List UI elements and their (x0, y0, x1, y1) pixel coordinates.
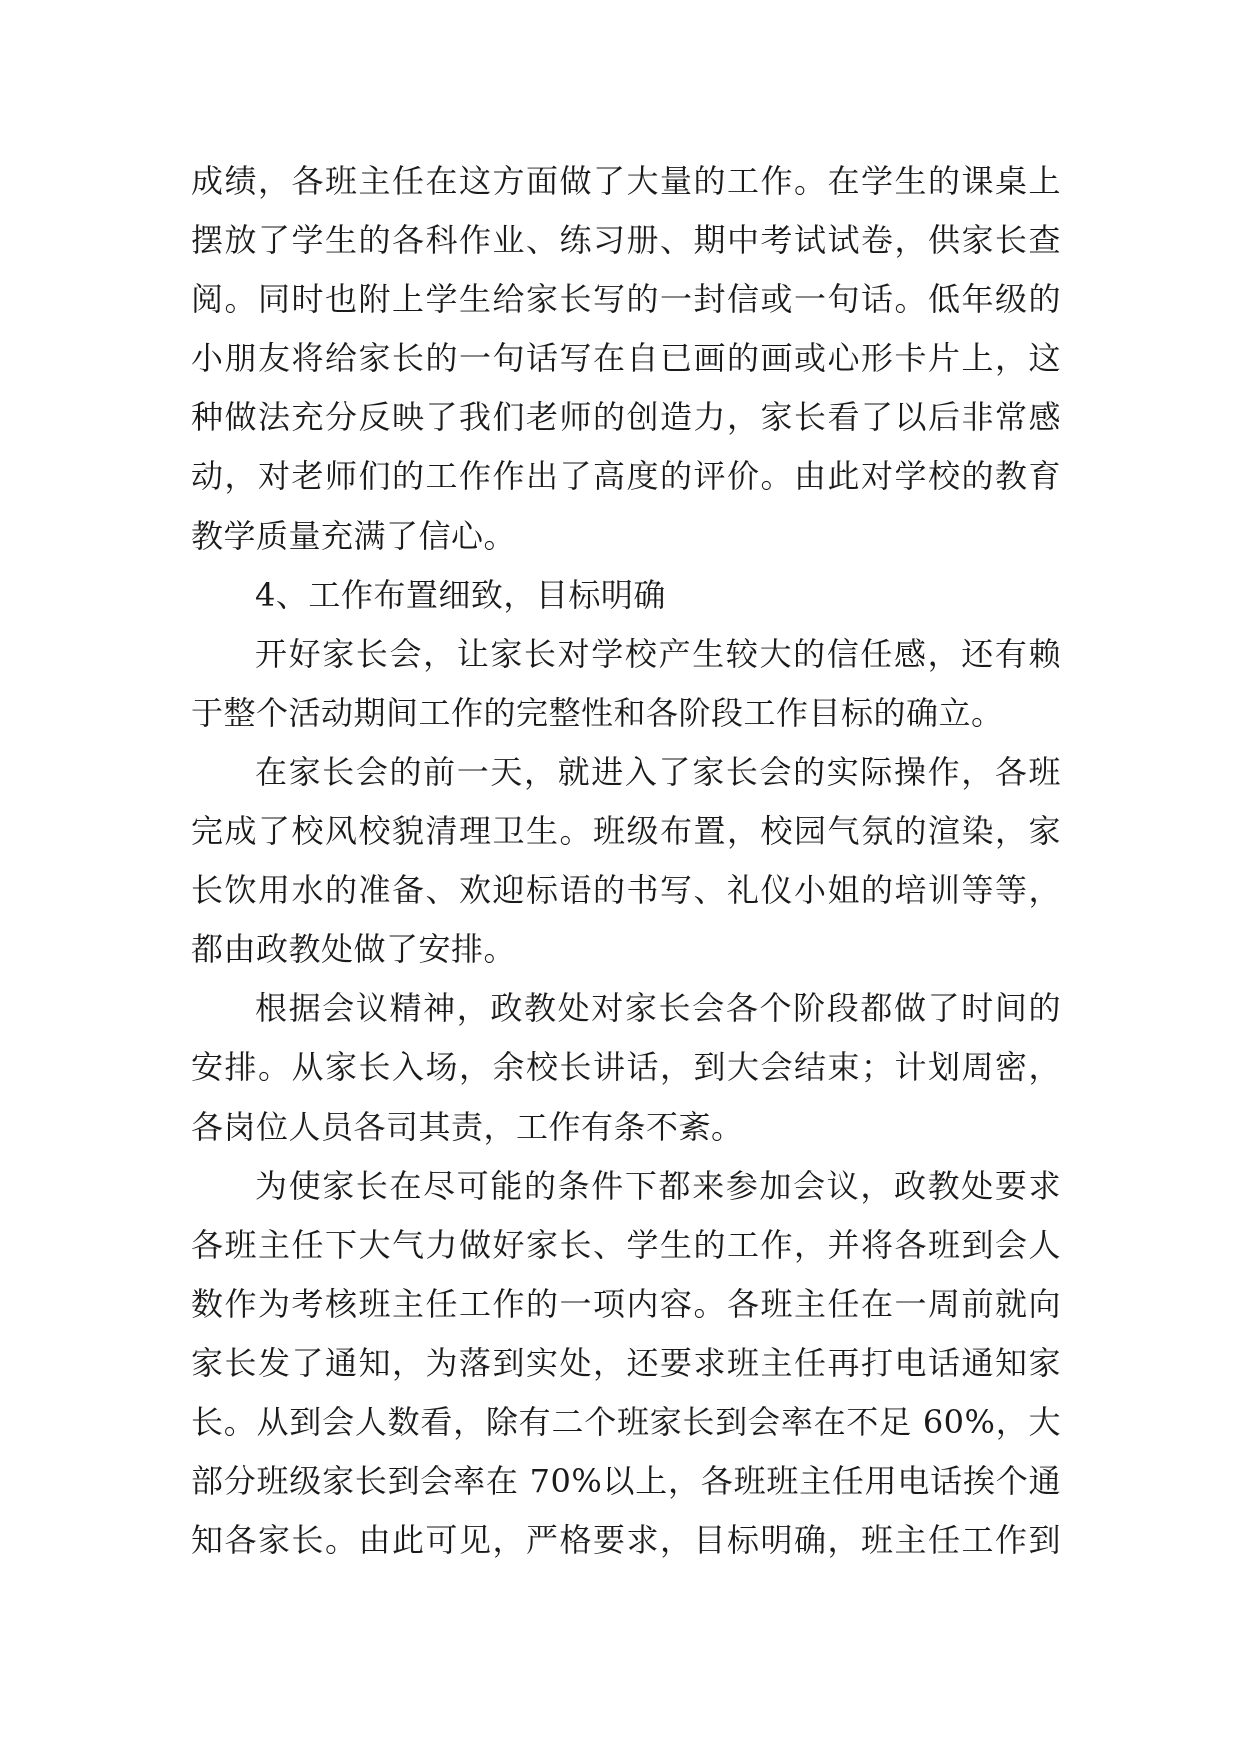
text-line: 部分班级家长到会率在 70%以上，各班班主任用电话挨个通 (191, 1462, 1061, 1501)
text-line: 知各家长。由此可见，严格要求，目标明确，班主任工作到 (191, 1521, 1061, 1560)
text-line: 长饮用水的准备、欢迎标语的书写、礼仪小姐的培训等等， (191, 871, 1061, 910)
text-line: 根据会议精神，政教处对家长会各个阶段都做了时间的 (255, 989, 1061, 1028)
text-line: 摆放了学生的各科作业、练习册、期中考试试卷，供家长查 (191, 221, 1061, 260)
text-line: 都由政教处做了安排。 (191, 930, 517, 969)
text-line: 小朋友将给家长的一句话写在自已画的画或心形卡片上，这 (191, 339, 1061, 378)
text-line: 动，对老师们的工作作出了高度的评价。由此对学校的教育 (191, 457, 1061, 496)
text-line: 数作为考核班主任工作的一项内容。各班主任在一周前就向 (191, 1284, 1061, 1323)
text-line: 阅。同时也附上学生给家长写的一封信或一句话。低年级的 (191, 280, 1061, 319)
text-line: 为使家长在尽可能的条件下都来参加会议，政教处要求 (255, 1166, 1061, 1205)
section-heading: 4、工作布置细致，目标明确 (255, 575, 666, 614)
text-line: 完成了校风校貌清理卫生。班级布置，校园气氛的渲染，家 (191, 812, 1061, 851)
text-line: 长。从到会人数看，除有二个班家长到会率在不足 60%，大 (191, 1402, 1061, 1441)
text-line: 各班主任下大气力做好家长、学生的工作，并将各班到会人 (191, 1225, 1061, 1264)
document-body (191, 152, 1061, 1570)
text-line: 安排。从家长入场，余校长讲话，到大会结束；计划周密， (191, 1048, 1061, 1087)
text-line: 教学质量充满了信心。 (191, 516, 517, 555)
text-line: 种做法充分反映了我们老师的创造力，家长看了以后非常感 (191, 398, 1061, 437)
text-line: 家长发了通知，为落到实处，还要求班主任再打电话通知家 (191, 1343, 1061, 1382)
text-line: 成绩，各班主任在这方面做了大量的工作。在学生的课桌上 (191, 162, 1061, 200)
text-line: 于整个活动期间工作的完整性和各阶段工作目标的确立。 (191, 693, 1004, 732)
text-line: 在家长会的前一天，就进入了家长会的实际操作，各班 (255, 752, 1061, 791)
text-line: 各岗位人员各司其责，工作有条不紊。 (191, 1107, 744, 1146)
text-line: 开好家长会，让家长对学校产生较大的信任感，还有赖 (255, 634, 1061, 673)
